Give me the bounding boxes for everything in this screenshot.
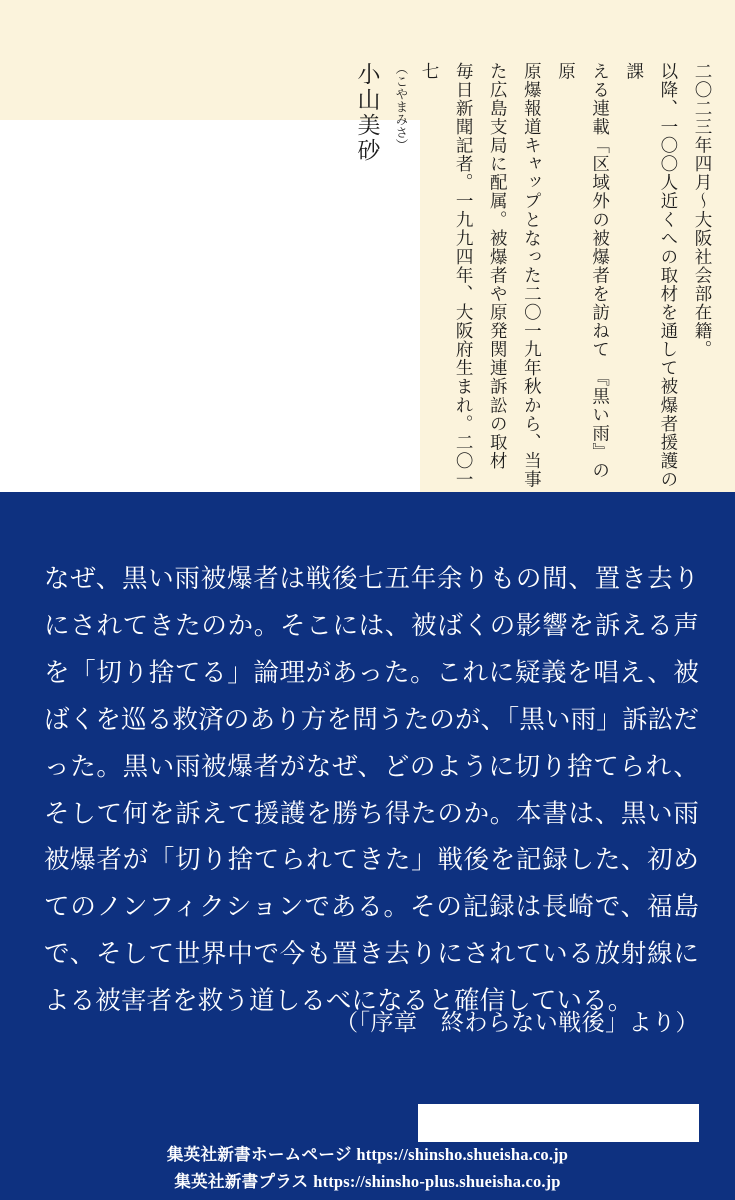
barcode-placeholder-box [418, 1104, 699, 1142]
author-bio-line [413, 62, 481, 492]
author-bio-vertical-text [354, 62, 720, 492]
author-bio-line-text: 以降、一〇〇人近くへの取材を通して被爆者援護の課 [624, 62, 679, 489]
author-bio-line-text: 毎日新聞記者。一九九四年、大阪府生まれ。二〇一七 [420, 62, 475, 489]
blurb-body: なぜ、黒い雨被爆者は戦後七五年余りもの間、置き去りにされてきたのか。そこには、被ばくの影響を訴える声を「切り捨てる」論理があった。これに疑義を唱え、被ばくを巡る救済のあり方を問うたのが、「黒い雨」訴訟だった。黒い雨被爆者がなぜ、どのように切り捨てられ、そして何を訴えて援護を勝ち得たのか。本書は、黒い雨被爆者が「切り捨てられてきた」戦後を記録した、初めてのノンフィクションである。その記録は長崎で、福島で、そして世界中で今も置き去りにされている放射線による被害者を救う道しるべになると確信している。 [44, 564, 699, 1016]
author-bio-line-text: える連載「区域外の被爆者を訪ねて 『黒い雨』の原 [556, 62, 611, 480]
footer-homepage-url[interactable]: https://shinsho.shueisha.co.jp [356, 1145, 569, 1164]
author-bio-line [549, 62, 617, 492]
footer-homepage-label: 集英社新書ホームページ [166, 1146, 352, 1164]
author-bio-line [618, 62, 686, 492]
footer-plus-url[interactable]: https://shinsho-plus.shueisha.co.jp [313, 1171, 561, 1191]
author-bio-line [481, 62, 515, 492]
blurb-source-attribution: （「序章 終わらない戦後」より） [335, 1010, 699, 1035]
footer-row-homepage [0, 1142, 735, 1169]
author-bio-line-text: た広島支局に配属。被爆者や原発関連訴訟の取材 [488, 62, 509, 471]
author-name: 小山美砂 [354, 62, 380, 164]
footer-plus-label: 集英社新書プラス [174, 1172, 309, 1191]
top-cream-panel [0, 0, 735, 492]
footer-links [0, 1142, 735, 1195]
author-bio-line [515, 62, 549, 492]
author-bio-line [686, 62, 720, 492]
author-bio-line-text: 二〇二三年四月～大阪社会部在籍。 [693, 62, 713, 359]
author-bio-line-text: 原爆報道キャップとなった二〇一九年秋から、当事 [522, 62, 543, 489]
footer-row-plus [0, 1169, 735, 1196]
blue-blurb-panel [0, 492, 735, 1200]
author-name-reading: （こやまみさ） [393, 62, 408, 152]
